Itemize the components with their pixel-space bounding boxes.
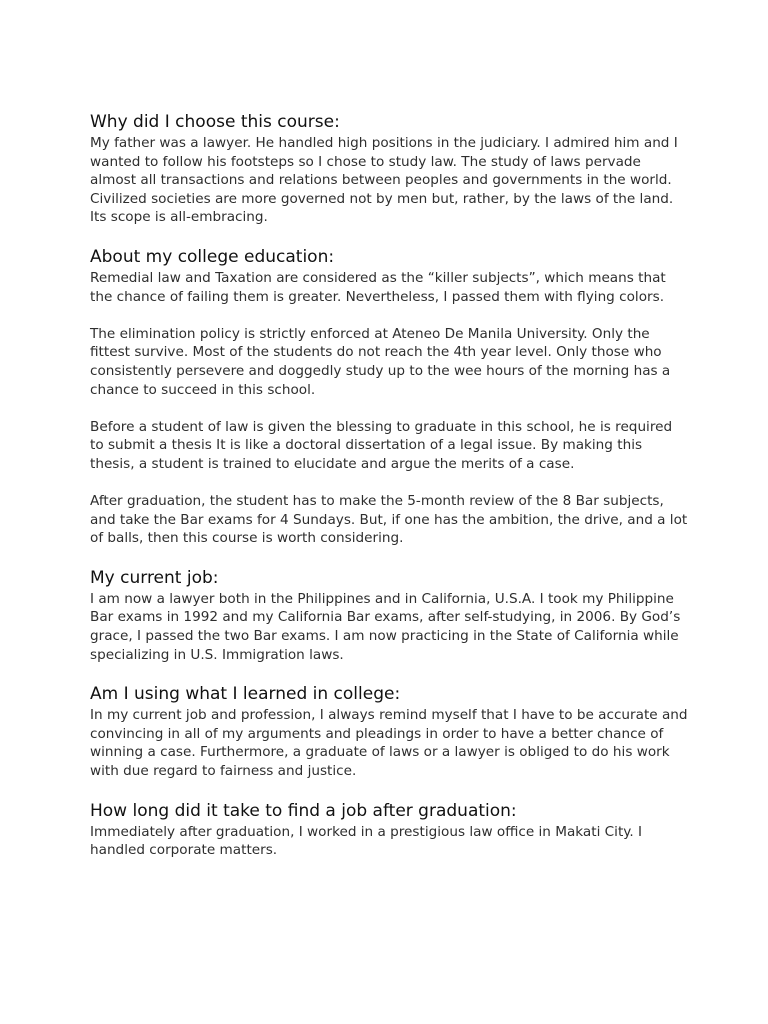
paragraph: Immediately after graduation, I worked in a prestigious law office in Makati City. I handled corporate matters. <box>90 823 643 859</box>
section-using-learning <box>90 682 690 780</box>
paragraph: After graduation, the student has to make the 5-month review of the 8 Bar subjects, and take the Bar exams for 4 Sundays. But, if one has the ambition, the drive, and a lot of balls, then this course is worth considering. <box>90 493 688 547</box>
section-heading: Am I using what I learned in college: <box>90 684 401 705</box>
paragraph: My father was a lawyer. He handled high positions in the judiciary. I admired him and I wanted to follow his footsteps so I chose to study law. The study of laws pervade almost all transactions and relations between peoples and governments in the world. Civilized societies are more governed not by men but, rather, by the laws of the land. Its scope is all-embracing. <box>90 135 678 226</box>
paragraph: The elimination policy is strictly enforced at Ateneo De Manila University. Only the fittest survive. Most of the students do not reach the 4th year level. Only those who consistently persevere and doggedly study up to the wee hours of the morning has a chance to succeed in this school. <box>90 325 671 398</box>
section-heading: About my college education: <box>90 246 335 267</box>
section-heading: How long did it take to find a job after graduation: <box>90 800 517 821</box>
section-college-education <box>90 245 690 548</box>
section-current-job <box>90 566 690 664</box>
paragraph: Remedial law and Taxation are considered as the “killer subjects”, which means that the chance of failing them is greater. Nevertheless, I passed them with flying colors. <box>90 269 666 305</box>
section-why-course <box>90 110 690 227</box>
section-heading: Why did I choose this course: <box>90 112 340 132</box>
paragraph: In my current job and profession, I always remind myself that I have to be accurate and convincing in all of my arguments and pleadings in order to have a better chance of winning a case. Furthermore, a graduate of laws or a lawyer is obliged to do his work with due regard to fairness and justice. <box>90 707 688 780</box>
section-heading: My current job: <box>90 567 219 588</box>
document-page <box>90 110 690 860</box>
section-job-search <box>90 799 690 860</box>
paragraph: I am now a lawyer both in the Philippines and in California, U.S.A. I took my Philippine Bar exams in 1992 and my California Bar exams, after self-studying, in 2006. By God’s grace, I passed the two Bar exams. I am now practicing in the State of California while specializing in U.S. Immigration laws. <box>90 590 681 663</box>
paragraph: Before a student of law is given the blessing to graduate in this school, he is required to submit a thesis It is like a doctoral dissertation of a legal issue. By making this thesis, a student is trained to elucidate and argue the merits of a case. <box>90 418 673 472</box>
